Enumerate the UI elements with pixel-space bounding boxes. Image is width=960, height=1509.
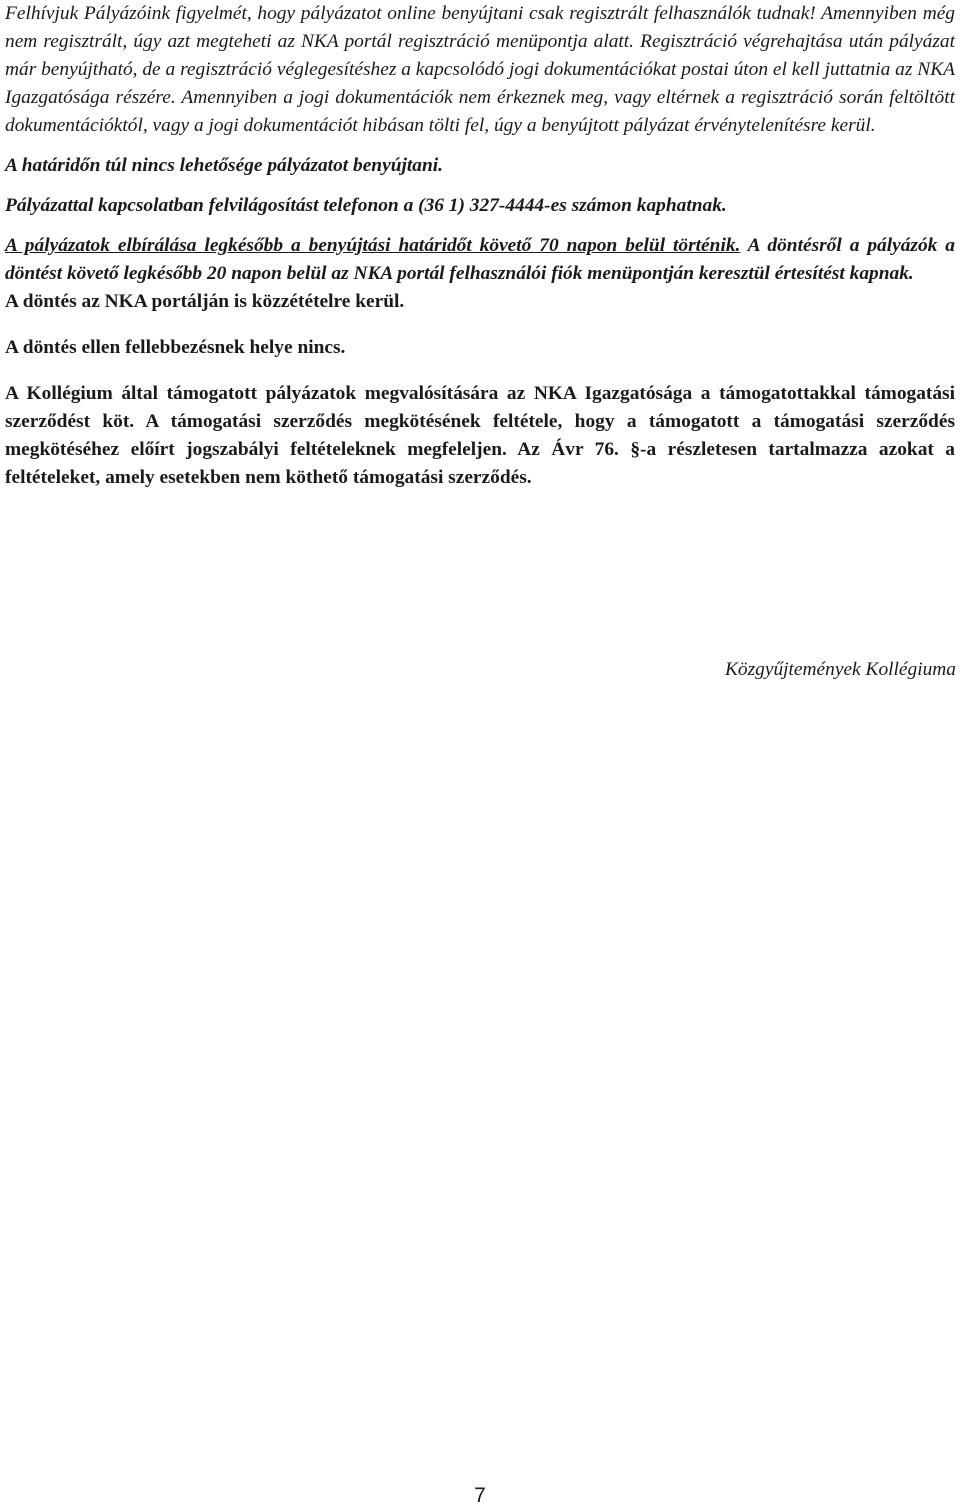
evaluation-underlined: A pályázatok elbírálása legkésőbb a benyújtási határidőt követő 70 napon belül történik. [5,235,741,256]
page-number: 7 [474,1484,486,1507]
contract-paragraph: A Kollégium által támogatott pályázatok megvalósítására az NKA Igazgatósága a támogatottakkal támogatási szerződést köt. A támogatási szerződés megkötésének feltétele, hogy a támogatott a támogatási szerződés megkötéséhez előírt jogszabályi feltételeknek megfeleljen. Az Ávr 76. §-a részletesen tartalmazza azokat a feltételeket, amely esetekben nem köthető támogatási szerződés. [5,383,955,488]
phone-info: Pályázattal kapcsolatban felvilágosítást telefonon a (36 1) 327-4444-es számon kaphatnak. [5,195,727,216]
deadline-note: A határidőn túl nincs lehetősége pályázatot benyújtani. [5,155,443,176]
evaluation-paragraph [5,232,955,288]
signature: Közgyűjtemények Kollégiuma [724,659,956,680]
publication-note: A döntés az NKA portálján is közzétételre kerül. [5,291,405,312]
evaluation-rest: A döntésről a pályázók a döntést követő legkésőbb 20 napon belül az NKA portál felhasználói fiók menüpontján keresztül értesítést kapnak. [5,235,955,284]
document-page [5,0,955,492]
no-appeal-note: A döntés ellen fellebbezésnek helye nincs. [5,337,346,358]
intro-paragraph: Felhívjuk Pályázóink figyelmét, hogy pályázatot online benyújtani csak regisztrált felhasználók tudnak! Amennyiben még nem regisztrált, úgy azt megteheti az NKA portál regisztráció menüpontja alatt. Regisztráció végrehajtása után pályázat már benyújtható, de a regisztráció véglegesítéshez a kapcsolódó jogi dokumentációkat postai úton el kell juttatnia az NKA Igazgatósága részére. Amennyiben a jogi dokumentációk nem érkeznek meg, vagy eltérnek a regisztráció során feltöltött dokumentációktól, vagy a jogi dokumentációt hibásan tölti fel, úgy a benyújtott pályázat érvénytelenítésre kerül. [5,3,955,136]
